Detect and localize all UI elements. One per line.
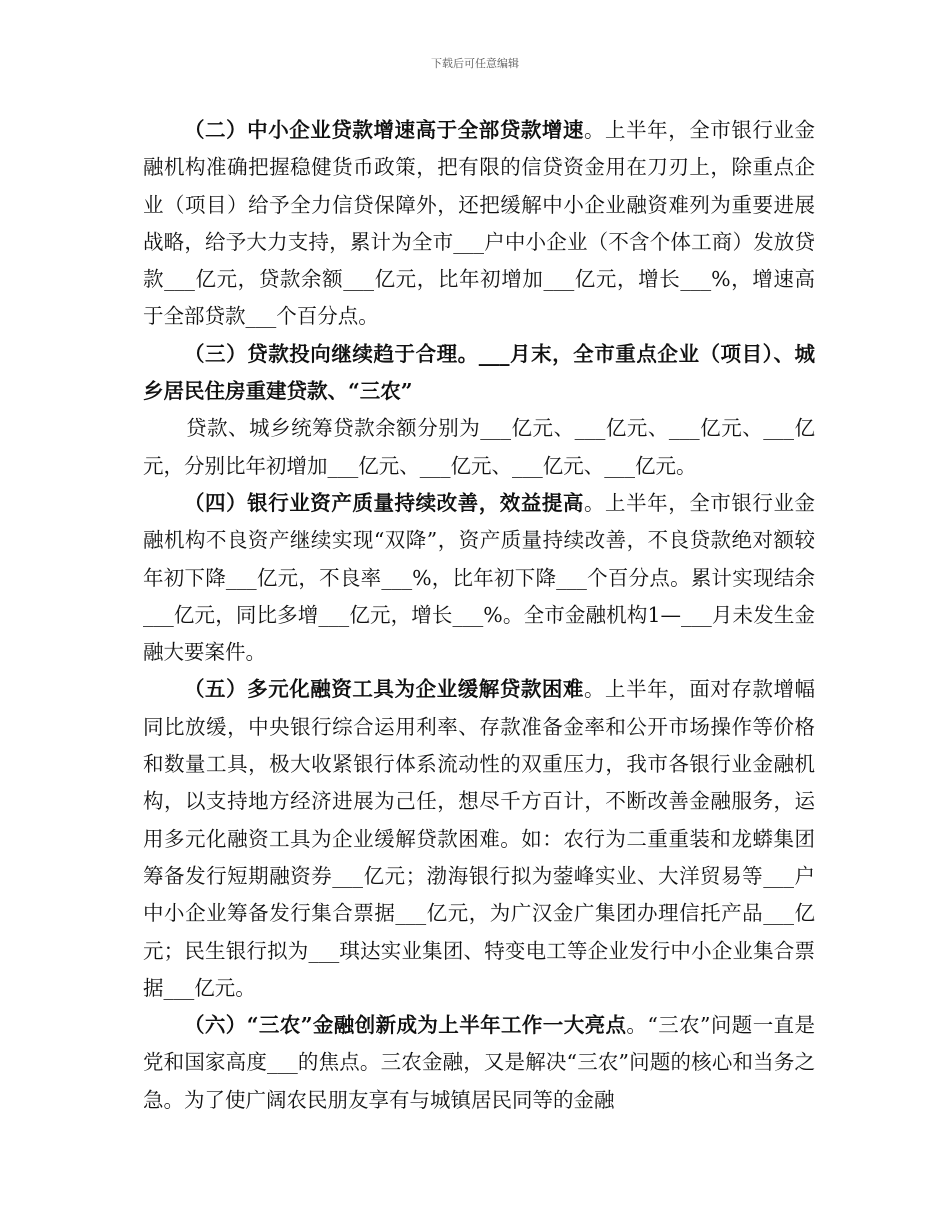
heading-small-business-loans: （二）中小企业贷款增速高于全部贷款增速 [184,118,584,142]
paragraph-rural-finance [143,1007,815,1119]
heading-asset-quality: （四）银行业资产质量持续改善，效益提高 [184,490,584,515]
text-asset-quality: 。上半年，全市银行业金融机构不良资产继续实现“双降”，资产质量持续改善，不良贷款绝对额较年初下降___亿元，不良率___%，比年初下降___个百分点。累计实现结余___亿元，同比多增___亿元，增长___%。全市金融机构1—___月未发生金融大要案件。 [143,490,816,665]
paragraph-loan-allocation [143,336,815,411]
heading-rural-finance: （六）“三农”金融创新成为上半年工作一大亮点 [184,1013,627,1038]
text-small-business-loans: 。上半年，全市银行业金融机构准确把握稳健货币政策，把有限的信贷资金用在刀刃上，除重点企业（项目）给予全力信贷保障外，还把缓解中小企业融资难列为重要进展战略，给予大力支持，累计为全市___户中小企业（不含个体工商）发放贷款___亿元，贷款余额___亿元，比年初增加___亿元，增长___%，增速高于全部贷款___个百分点。 [143,118,816,329]
paragraph-asset-quality [143,485,815,671]
document-body [143,112,815,1119]
text-rural-finance: 。“三农”问题一直是党和国家高度___的焦点。三农金融，又是解决“三农”问题的核心和当务之急。为了使广阔农民朋友享有与城镇居民同等的金融 [143,1013,815,1112]
text-loan-allocation-continued: 贷款、城乡统筹贷款余额分别为___亿元、___亿元、___亿元、___亿元，分别比年初增加___亿元、___亿元、___亿元、___亿元。 [143,416,815,478]
heading-loan-allocation: （三）贷款投向继续趋于合理。___月末，全市重点企业（项目）、城乡居民住房重建贷款、“三农” [143,341,815,404]
paragraph-loan-allocation-continued [143,410,815,485]
paragraph-small-business-loans [143,112,815,336]
paragraph-financing-tools [143,671,815,1007]
text-financing-tools: 。上半年，面对存款增幅同比放缓，中央银行综合运用利率、存款准备金率和公开市场操作等价格和数量工具，极大收紧银行体系流动性的双重压力，我市各银行业金融机构，以支持地方经济进展为己任，想尽千方百计，不断改善金融服务，运用多元化融资工具为企业缓解贷款困难。如：农行为二重重装和龙蟒集团筹备发行短期融资券___亿元；渤海银行拟为蓥峰实业、大洋贸易等___户中小企业筹备发行集合票据___亿元，为广汉金广集团办理信托产品___亿元；民生银行拟为___琪达实业集团、特变电工等企业发行中小企业集合票据___亿元。 [143,677,816,1000]
page-header: 下载后可任意编辑 [431,57,519,70]
heading-financing-tools: （五）多元化融资工具为企业缓解贷款困难 [184,677,584,702]
